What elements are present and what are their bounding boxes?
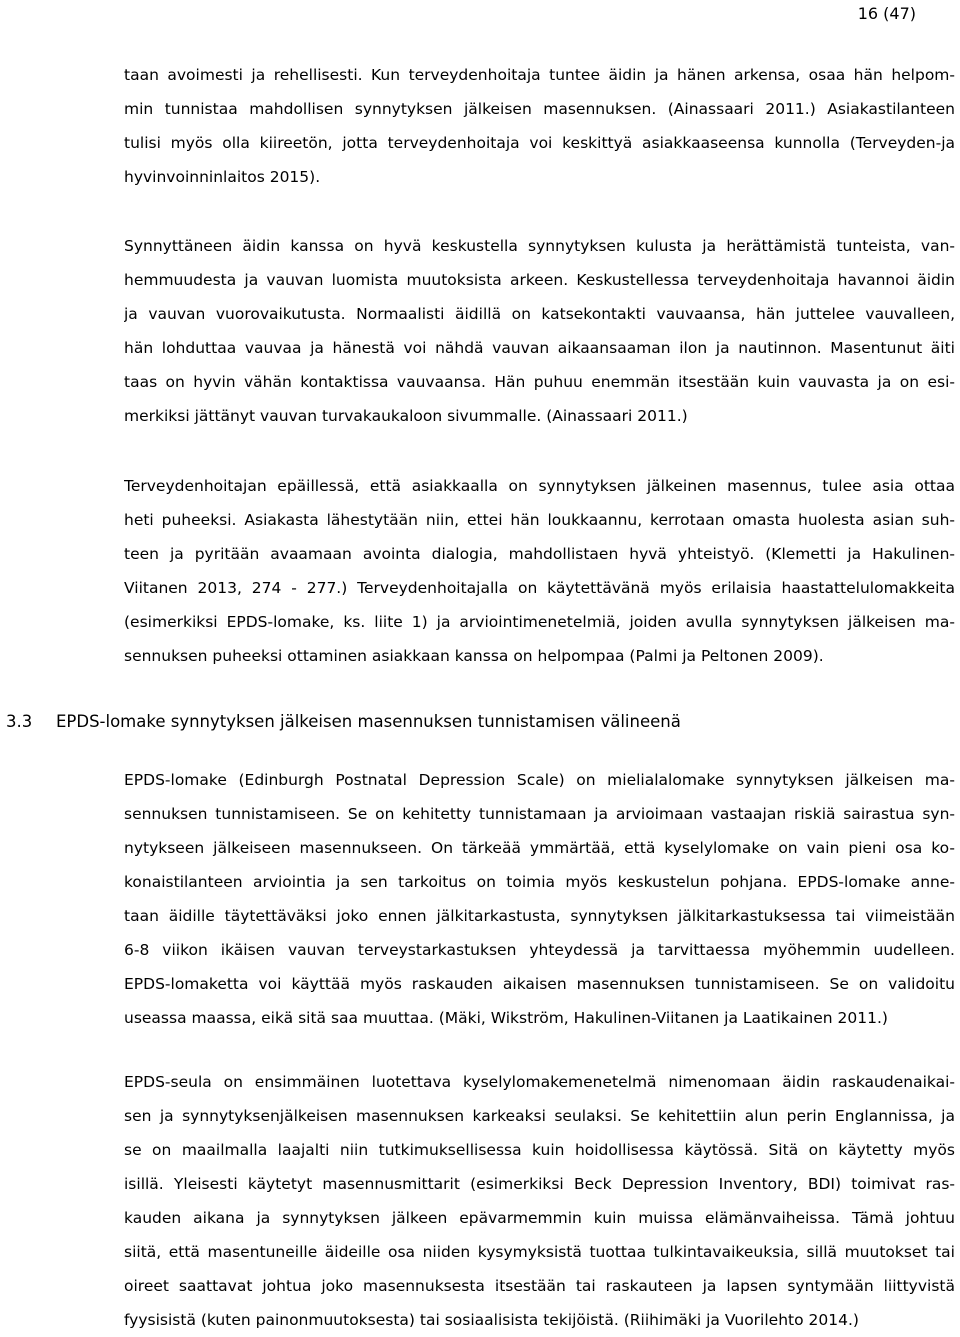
paragraph-line: 6-8 viikon ikäisen vauvan terveystarkastuksen yhteydessä ja tarvittaessa myöhemmin uudelleen. <box>124 941 955 959</box>
paragraph-line: heti puheeksi. Asiakasta lähestytään niin, ettei hän loukkaannu, kerrotaan omasta huolesta asian suh- <box>124 511 955 529</box>
paragraph-line: merkiksi jättänyt vauvan turvakaukaloon sivummalle. (Ainassaari 2011.) <box>124 407 688 425</box>
paragraph-line: fyysisistä (kuten painonmuutoksesta) tai sosiaalisista tekijöistä. (Riihimäki ja Vuorilehto 2014.) <box>124 1311 859 1329</box>
paragraph-line: EPDS-lomaketta voi käyttää myös raskauden aikaisen masennuksen tunnistamiseen. Se on validoitu <box>124 975 955 993</box>
paragraph-line: kauden aikana ja synnytyksen jälkeen epävarmemmin kuin muissa elämänvaiheissa. Tämä johtuu <box>124 1209 955 1227</box>
section-title: EPDS-lomake synnytyksen jälkeisen masennuksen tunnistamisen välineenä <box>56 712 681 731</box>
paragraph-line: taan avoimesti ja rehellisesti. Kun terveydenhoitaja tuntee äidin ja hänen arkensa, osaa hän helpom- <box>124 66 955 84</box>
paragraph-line: Viitanen 2013, 274 - 277.) Terveydenhoitajalla on käytettävänä myös erilaisia haastattelulomakkeita <box>124 579 955 597</box>
paragraph-line: EPDS-lomake (Edinburgh Postnatal Depression Scale) on mielialalomake synnytyksen jälkeisen ma- <box>124 771 955 789</box>
paragraph-line: konaistilanteen arviointia ja sen tarkoitus on toimia myös keskustelun pohjana. EPDS-lomake anne- <box>124 873 955 891</box>
paragraph-line: useassa maassa, eikä sitä saa muuttaa. (Mäki, Wikström, Hakulinen-Viitanen ja Laatikainen 2011.) <box>124 1009 888 1027</box>
paragraph-line: sen ja synnytyksenjälkeisen masennuksen karkeaksi seulaksi. Se kehitettiin alun perin Englannissa, ja <box>124 1107 955 1125</box>
paragraph-line: hemmuudesta ja vauvan luomista muutoksista arkeen. Keskustellessa terveydenhoitaja havannoi äidin <box>124 271 955 289</box>
section-number: 3.3 <box>6 712 33 731</box>
paragraph-line: teen ja pyritään avaamaan avointa dialogia, mahdollistaen hyvä yhteistyö. (Klemetti ja Hakulinen- <box>124 545 955 563</box>
paragraph-line: taan äidille täytettäväksi joko ennen jälkitarkastusta, synnytyksen jälkitarkastuksessa tai viimeistään <box>124 907 955 925</box>
paragraph-line: (esimerkiksi EPDS-lomake, ks. liite 1) ja arviointimenetelmiä, joiden avulla synnytyksen jälkeisen ma- <box>124 613 955 631</box>
paragraph-line: sennuksen puheeksi ottaminen asiakkaan kanssa on helpompaa (Palmi ja Peltonen 2009). <box>124 647 824 665</box>
paragraph-line: isillä. Yleisesti käytetyt masennusmittarit (esimerkiksi Beck Depression Inventory, BDI) toimivat ras- <box>124 1175 955 1193</box>
paragraph-line: tulisi myös olla kiireetön, jotta terveydenhoitaja voi keskittyä asiakkaaseensa kunnolla (Terveyden-ja <box>124 134 955 152</box>
paragraph-line: nytykseen jälkeiseen masennukseen. On tärkeää ymmärtää, että kyselylomake on vain pieni osa ko- <box>124 839 955 857</box>
paragraph-5 <box>124 1065 955 1337</box>
paragraph-line: min tunnistaa mahdollisen synnytyksen jälkeisen masennuksen. (Ainassaari 2011.) Asiakastilanteen <box>124 100 955 118</box>
paragraph-line: se on maailmalla laajalti niin tutkimuksellisessa kuin hoidollisessa käytössä. Sitä on käytetty myös <box>124 1141 955 1159</box>
paragraph-line: siitä, että masentuneille äideille osa niiden kysymyksistä tuottaa tulkintavaikeuksia, sillä muutokset tai <box>124 1243 955 1261</box>
paragraph-3 <box>124 469 955 673</box>
paragraph-line: taas on hyvin vähän kontaktissa vauvaansa. Hän puhuu enemmän itsestään kuin vauvasta ja on esi- <box>124 373 955 391</box>
page-number: 16 (47) <box>857 4 916 23</box>
paragraph-1 <box>124 58 955 194</box>
paragraph-4 <box>124 763 955 1035</box>
paragraph-line: hän lohduttaa vauvaa ja hänestä voi nähdä vauvan aikaansaaman ilon ja nautinnon. Masentunut äiti <box>124 339 955 357</box>
paragraph-line: Synnyttäneen äidin kanssa on hyvä keskustella synnytyksen kulusta ja herättämistä tunteista, van- <box>124 237 955 255</box>
paragraph-line: hyvinvoinninlaitos 2015). <box>124 168 321 186</box>
paragraph-line: ja vauvan vuorovaikutusta. Normaalisti äidillä on katsekontakti vauvaansa, hän juttelee vauvalleen, <box>124 305 955 323</box>
paragraph-line: Terveydenhoitajan epäillessä, että asiakkaalla on synnytyksen jälkeinen masennus, tulee asia ottaa <box>124 477 955 495</box>
paragraph-line: EPDS-seula on ensimmäinen luotettava kyselylomakemenetelmä nimenomaan äidin raskaudenaikai- <box>124 1073 955 1091</box>
paragraph-line: oireet saattavat johtua joko masennuksesta itsestään tai raskauteen ja lapsen syntymään liittyvistä <box>124 1277 955 1295</box>
paragraph-2 <box>124 229 955 433</box>
paragraph-line: sennuksen tunnistamiseen. Se on kehitetty tunnistamaan ja arvioimaan vastaajan riskiä sairastua syn- <box>124 805 955 823</box>
